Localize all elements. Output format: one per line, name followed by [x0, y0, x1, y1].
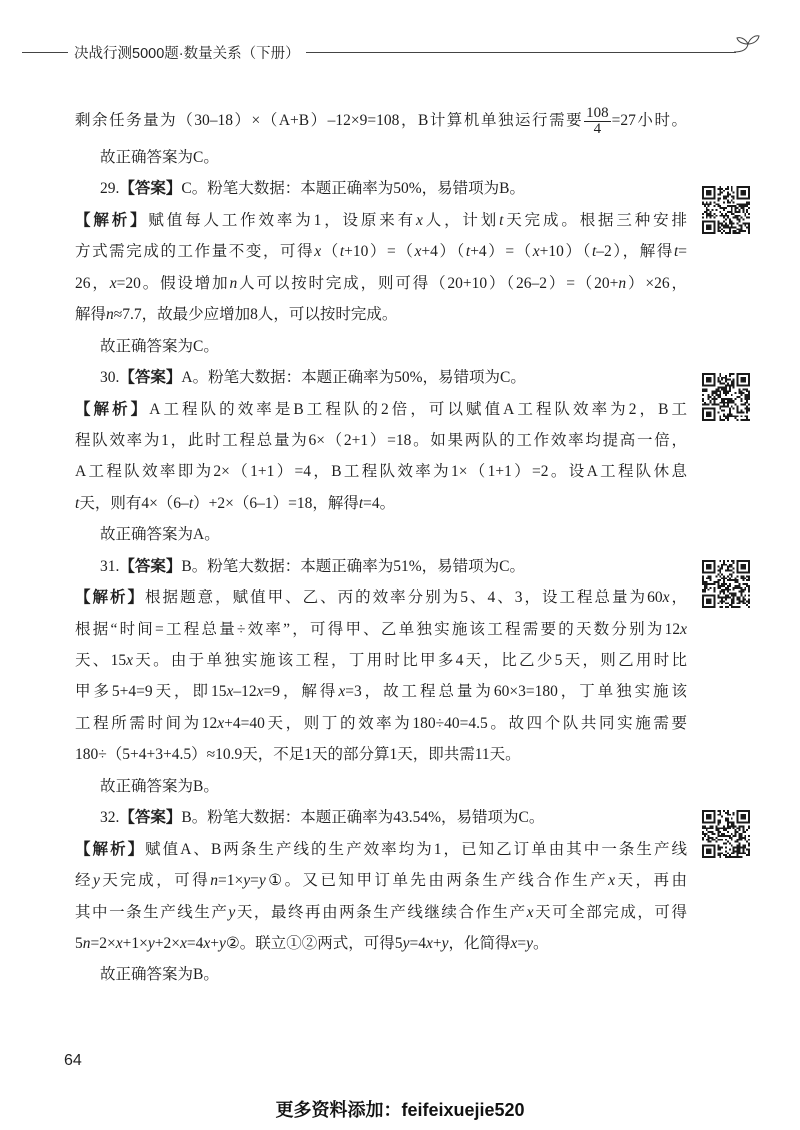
answer-label: 【答案】 [119, 180, 182, 198]
analysis-line: A工程队效率即为2×（1+1）=4，B工程队效率为1×（1+1）=2。设A工程队休息 [75, 463, 687, 481]
sprout-icon [734, 32, 762, 60]
analysis-line: 甲多5+4=9天，即15x–12x=9，解得x=3，故工程总量为60×3=180，丁单独实施该 [75, 683, 687, 701]
qr-code [700, 808, 752, 860]
header-rule-right [306, 52, 736, 53]
analysis-line: 方式需完成的工作量不变，可得x（t+10）=（x+4）（t+4）=（x+10）（t–2），解得t= [75, 243, 688, 261]
answer-line-32 [75, 802, 687, 833]
analysis-line: 程队效率为1，此时工程总量为6×（2+1）=18。如果两队的工作效率均提高一倍， [75, 431, 687, 449]
running-header [22, 40, 736, 64]
page-body [75, 100, 687, 991]
analysis-line: 解得n≈7.7，故最少应增加8人，可以按时完成。 [75, 306, 398, 324]
analysis-line: 26，x=20。假设增加n人可以按时完成，则可得（20+10）（26–2）=（20+n）×26， [75, 274, 687, 292]
answer-label: 【答案】 [119, 809, 182, 827]
analysis-text: 赋值每人工作效率为1，设原来有x人，计划t天完成。根据三种安排 [148, 211, 687, 229]
answer-text: C。粉笔大数据：本题正确率为50%，易错项为B。 [181, 180, 525, 198]
analysis-text: 根据题意，赋值甲、乙、丙的效率分别为5、4、3，设工程总量为60x， [145, 589, 687, 607]
analysis-line: 根据“时间=工程总量÷效率”，可得甲、乙单独实施该工程需要的天数分别为12x [75, 620, 687, 638]
answer-text: B。粉笔大数据：本题正确率为51%，易错项为C。 [181, 557, 525, 575]
fraction-numerator: 108 [586, 104, 609, 121]
analysis-line: 其中一条生产线生产y天，最终再由两条生产线继续合作生产x天可全部完成，可得 [75, 903, 687, 921]
book-title: 决战行测5000题·数量关系（下册） [74, 45, 300, 62]
analysis-label: 【解析】 [75, 211, 149, 229]
analysis-text: A工程队的效率是B工程队的2倍，可以赋值A工程队效率为2，B工 [149, 400, 687, 418]
conclusion: 故正确答案为A。 [100, 526, 220, 544]
conclusion: 故正确答案为C。 [100, 337, 219, 355]
fraction-denominator: 4 [593, 120, 602, 137]
analysis-line: t天，则有4×（6–t）+2×（6–1）=18，解得t=4。 [75, 494, 396, 512]
answer-text: A。粉笔大数据：本题正确率为50%，易错项为C。 [181, 369, 526, 387]
answer-line-31 [75, 551, 687, 582]
conclusion: 故正确答案为B。 [100, 777, 219, 795]
analysis-label: 【解析】 [75, 840, 146, 858]
question-number: 29. [100, 180, 120, 198]
qr-code [700, 184, 752, 236]
qr-code [700, 371, 752, 423]
footer-note: 更多资料添加：feifeixuejie520 [275, 1100, 525, 1120]
intro-conclusion: 故正确答案为C。 [100, 149, 219, 166]
analysis-line [75, 205, 687, 236]
answer-line-30 [75, 362, 687, 393]
conclusion: 故正确答案为B。 [100, 966, 219, 984]
answer-line-29 [75, 173, 687, 204]
intro-text: 剩余任务量为（30–18）×（A+B）–12×9=108，B计算机单独运行需要 [75, 112, 584, 129]
question-number: 31. [100, 557, 120, 575]
question-number: 30. [100, 369, 120, 387]
question-number: 32. [100, 809, 120, 827]
page-number: 64 [64, 1052, 82, 1069]
analysis-line: 天、15x天。由于单独实施该工程，丁用时比甲多4天，比乙少5天，则乙用时比 [75, 652, 687, 669]
answer-text: B。粉笔大数据：本题正确率为43.54%，易错项为C。 [181, 809, 545, 827]
analysis-label: 【解析】 [75, 589, 146, 607]
answer-label: 【答案】 [119, 369, 182, 387]
intro-line [75, 100, 687, 142]
analysis-line: 180÷（5+4+3+4.5）≈10.9天，不足1天的部分算1天，即共需11天。 [75, 746, 521, 764]
analysis-line [75, 394, 687, 425]
header-rule-left [22, 52, 68, 53]
analysis-line: 经y天完成，可得n=1×y=y①。又已知甲订单先由两条生产线合作生产x天，再由 [75, 872, 687, 890]
fraction [584, 106, 611, 137]
qr-code [700, 558, 752, 610]
analysis-label: 【解析】 [75, 400, 150, 418]
analysis-line: 5n=2×x+1×y+2×x=4x+y②。联立①②两式，可得5y=4x+y，化简得x=y。 [75, 934, 549, 952]
analysis-line [75, 582, 687, 613]
analysis-line: 工程所需时间为12x+4=40天，则丁的效率为180÷40=4.5。故四个队共同实施需要 [75, 714, 687, 732]
answer-label: 【答案】 [119, 557, 182, 575]
analysis-line [75, 834, 687, 865]
intro-result: =27小时。 [611, 112, 687, 129]
analysis-text: 赋值A、B两条生产线的生产效率均为1，已知乙订单由其中一条生产线 [145, 840, 687, 858]
